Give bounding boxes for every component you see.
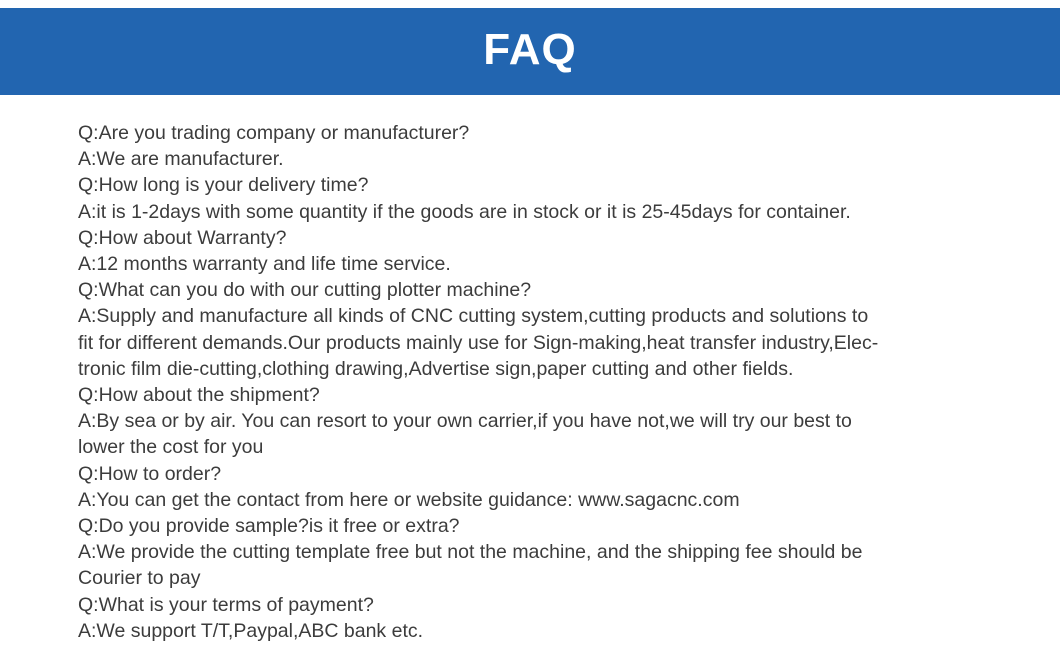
faq-answer-continuation-line: tronic film die-cutting,clothing drawing,Advertise sign,paper cutting and other fields. [78,357,794,380]
faq-content [0,95,1060,644]
faq-answer-line: A:You can get the contact from here or website guidance: www.sagacnc.com [78,488,740,511]
faq-question-line: Q:How about the shipment? [78,384,320,407]
faq-answer-continuation-line: Courier to pay [78,567,201,590]
faq-question-line: Q:Do you provide sample?is it free or extra? [78,515,460,538]
faq-answer-continuation-line: fit for different demands.Our products mainly use for Sign-making,heat transfer industry,Elec- [78,331,879,354]
faq-question-line: Q:How about Warranty? [78,226,287,249]
faq-answer-line: A:We provide the cutting template free but not the machine, and the shipping fee should be [78,541,863,564]
faq-question-line: Q:What is your terms of payment? [78,593,374,616]
faq-question-line: Q:How long is your delivery time? [78,174,369,197]
faq-answer-line: A:Supply and manufacture all kinds of CNC cutting system,cutting products and solutions to [78,305,869,328]
faq-answer-line: A:We are manufacturer. [78,148,284,171]
faq-answer-line: A:By sea or by air. You can resort to your own carrier,if you have not,we will try our best to [78,410,852,433]
faq-answer-line: A:it is 1-2days with some quantity if the goods are in stock or it is 25-45days for container. [78,200,851,223]
faq-question-line: Q:What can you do with our cutting plotter machine? [78,279,532,302]
faq-answer-line: A:12 months warranty and life time service. [78,253,451,276]
faq-header-bar [0,8,1060,95]
faq-question-line: Q:Are you trading company or manufacturer? [78,122,470,144]
page-title: FAQ [483,24,577,74]
faq-answer-continuation-line: lower the cost for you [78,436,264,459]
faq-answer-line: A:We support T/T,Paypal,ABC bank etc. [78,619,424,642]
faq-question-line: Q:How to order? [78,462,222,485]
